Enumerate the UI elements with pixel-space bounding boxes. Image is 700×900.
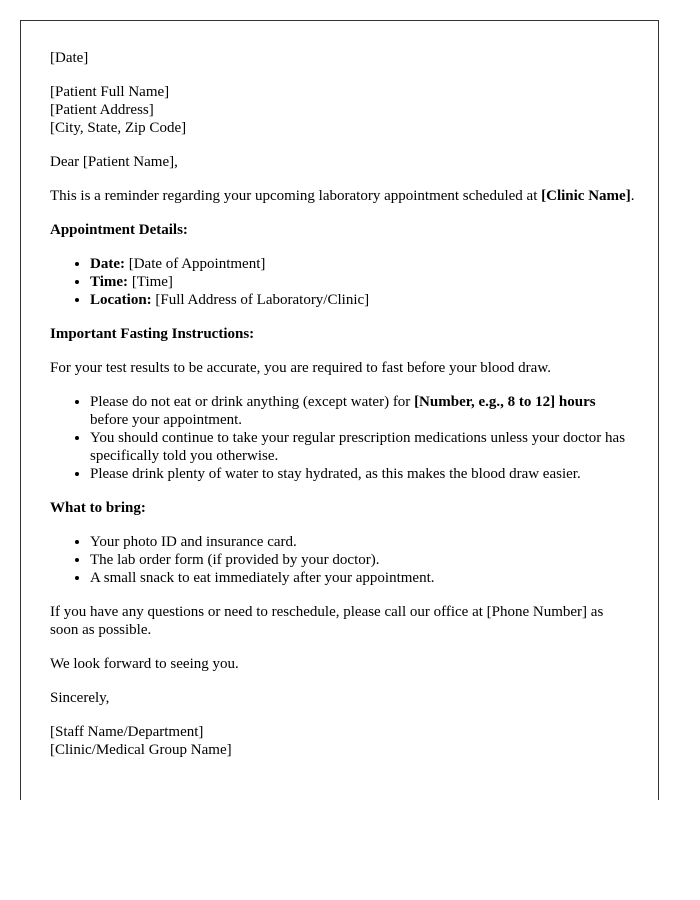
fasting-heading-text: Important Fasting Instructions:: [50, 326, 255, 342]
appointment-heading-text: Appointment Details:: [50, 222, 188, 238]
fasting-instructions-list: [50, 393, 635, 483]
list-item: [90, 393, 635, 429]
intro-paragraph: [50, 187, 635, 205]
recipient-city-state-zip: [City, State, Zip Code]: [50, 120, 187, 136]
recipient-block: [50, 83, 635, 137]
fasting-item1-end: before your appointment.: [90, 412, 243, 428]
letter-date: [Date]: [50, 50, 89, 66]
signature-staff: [Staff Name/Department]: [50, 724, 204, 740]
list-item: • Your photo ID and insurance card.: [90, 533, 635, 551]
bring-heading: [50, 499, 635, 517]
intro-end: .: [630, 188, 635, 204]
signature-group: [Clinic/Medical Group Name]: [50, 742, 232, 758]
appointment-location-label: Location:: [90, 292, 152, 308]
list-item: • Please drink plenty of water to stay hydrated, as this makes the blood draw easier.: [90, 465, 635, 483]
list-item: [90, 273, 635, 291]
signature-block: [50, 723, 635, 759]
letter-page: [20, 20, 659, 800]
appointment-time-label: Time:: [90, 274, 129, 290]
appointment-time-value: [Time]: [128, 274, 173, 290]
appointment-location-value: [Full Address of Laboratory/Clinic]: [151, 292, 370, 308]
appointment-date-value: [Date of Appointment]: [124, 256, 266, 272]
signoff: Sincerely,: [50, 690, 110, 706]
recipient-address: [Patient Address]: [50, 102, 154, 118]
fasting-hours: [Number, e.g., 8 to 12] hours: [414, 394, 596, 410]
bring-heading-text: What to bring:: [50, 500, 146, 516]
closing-line: We look forward to seeing you.: [50, 656, 239, 672]
appointment-date-label: Date:: [90, 256, 125, 272]
fasting-intro: For your test results to be accurate, you are required to fast before your blood draw.: [50, 360, 551, 376]
intro-clinic-name: [Clinic Name]: [541, 188, 631, 204]
fasting-item1-text: Please do not eat or drink anything (except water) for: [90, 394, 415, 410]
list-item: • A small snack to eat immediately after your appointment.: [90, 569, 635, 587]
questions-paragraph: If you have any questions or need to reschedule, please call our office at [Phone Number] as soon as possible.: [50, 604, 604, 638]
recipient-name: [Patient Full Name]: [50, 84, 170, 100]
list-item: • You should continue to take your regular prescription medications unless your doctor has specifically told you otherwise.: [90, 429, 635, 465]
appointment-heading: [50, 221, 635, 239]
list-item: [90, 291, 635, 309]
appointment-details-list: [50, 255, 635, 309]
bring-list: [50, 533, 635, 587]
salutation: Dear [Patient Name],: [50, 154, 178, 170]
intro-text: This is a reminder regarding your upcoming laboratory appointment scheduled at: [50, 188, 542, 204]
letter-body: [50, 49, 635, 775]
fasting-heading: [50, 325, 635, 343]
list-item: • The lab order form (if provided by your doctor).: [90, 551, 635, 569]
list-item: [90, 255, 635, 273]
